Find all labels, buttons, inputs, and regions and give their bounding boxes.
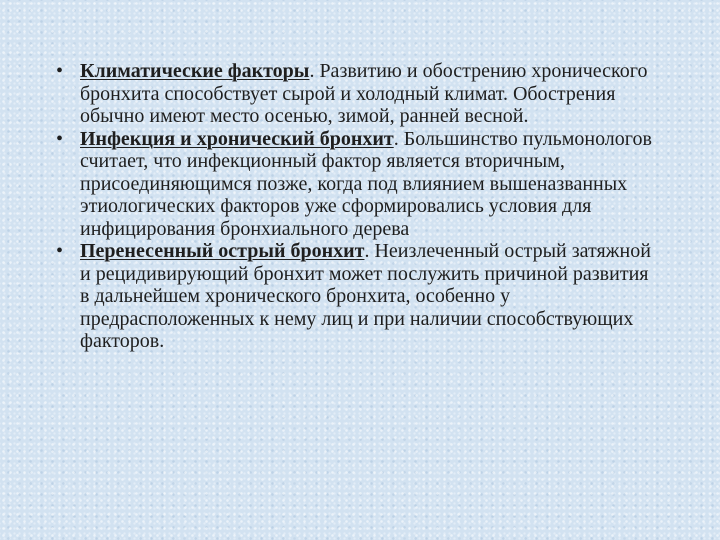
bullet-term: Перенесенный острый бронхит (80, 240, 365, 262)
bullet-marker: • (56, 240, 64, 262)
bullet-list (50, 60, 690, 353)
bullet-text: . Большинство пульмонологов считает, что инфекционный фактор является вторичным, присоединяющимся позже, когда под влиянием вышеназванных этиологических факторов уже сформировались условия для инфицирования бронхиального дерева (80, 127, 652, 240)
bullet-term: Инфекция и хронический бронхит (80, 127, 394, 150)
bullet-marker: • (56, 127, 64, 150)
bullet-item-climate (50, 60, 660, 128)
bullet-term: Климатические факторы (80, 60, 310, 82)
bullet-item-infection (50, 128, 660, 241)
bullet-item-acute-bronchitis (50, 240, 660, 353)
bullet-text: . Неизлеченный острый затяжной и рецидивирующий бронхит может послужить причиной развития в дальнейшем хронического бронхита, особенно у предрасположенных к нему лиц и при наличии способствующих факторов. (80, 240, 651, 352)
bullet-text: . Развитию и обострению хронического бронхита способствует сырой и холодный климат. Обострения обычно имеют место осенью, зимой, ранней весной. (80, 60, 648, 127)
bullet-marker: • (56, 60, 64, 82)
